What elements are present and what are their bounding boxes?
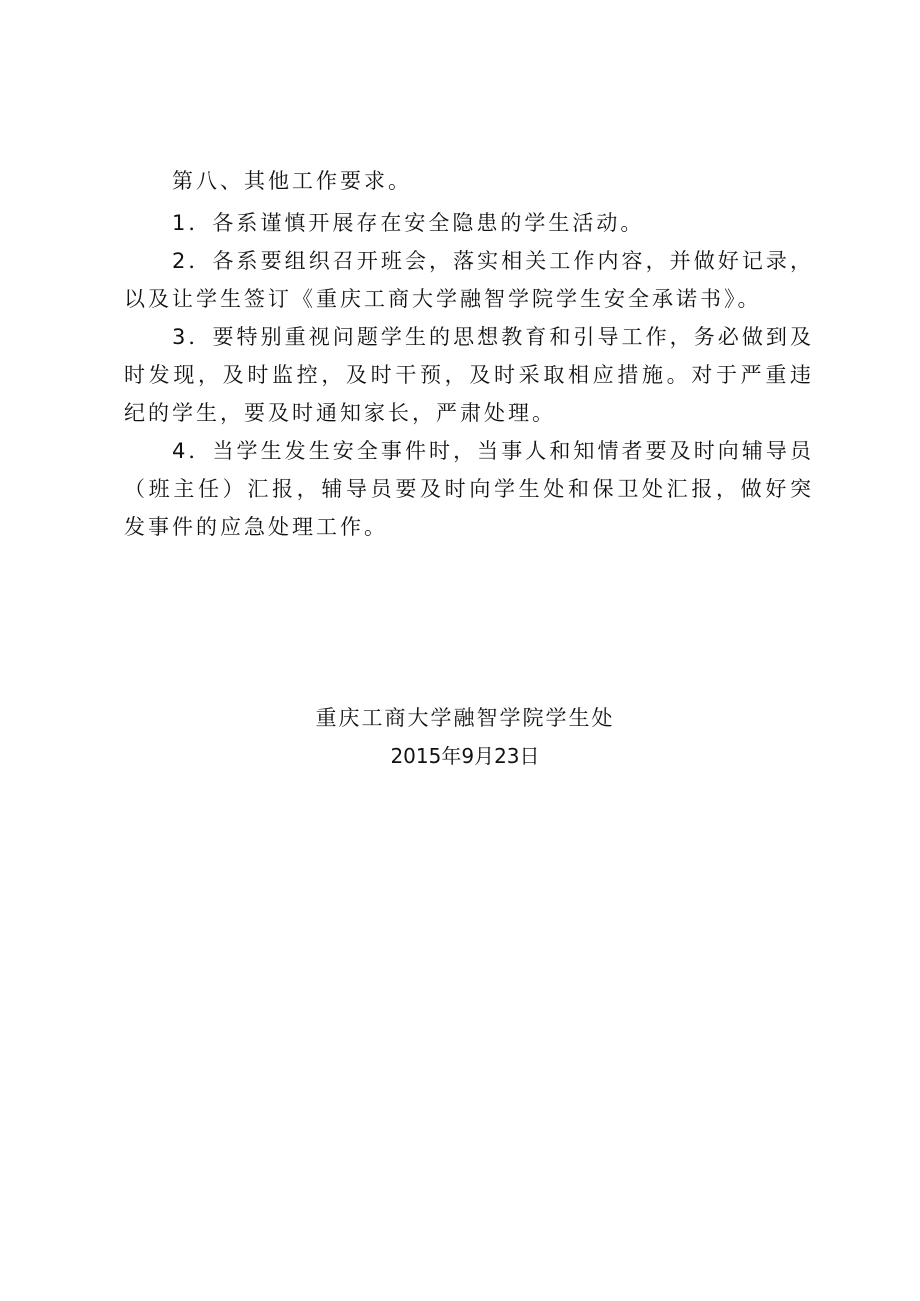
list-item-3: 3．要特别重视问题学生的思想教育和引导工作，务必做到及时发现，及时监控，及时干预，及时采取相应措施。对于严重违纪的学生，要及时通知家长，严肃处理。 <box>124 325 814 425</box>
section-heading: 第八、其他工作要求。 <box>172 169 412 193</box>
list-item-1: 1．各系谨慎开展存在安全隐患的学生活动。 <box>172 211 645 235</box>
signature-organization: 重庆工商大学融智学院学生处 <box>315 706 615 730</box>
list-item-4: 4．当学生发生安全事件时，当事人和知情者要及时向辅导员（班主任）汇报，辅导员要及时向学生处和保卫处汇报，做好突发事件的应急处理工作。 <box>124 439 814 539</box>
list-item-2: 2．各系要组织召开班会，落实相关工作内容，并做好记录，以及让学生签订《重庆工商大学融智学院学生安全承诺书》。 <box>124 249 814 311</box>
signature-date: 2015年9月23日 <box>390 744 540 768</box>
document-body <box>124 162 814 546</box>
